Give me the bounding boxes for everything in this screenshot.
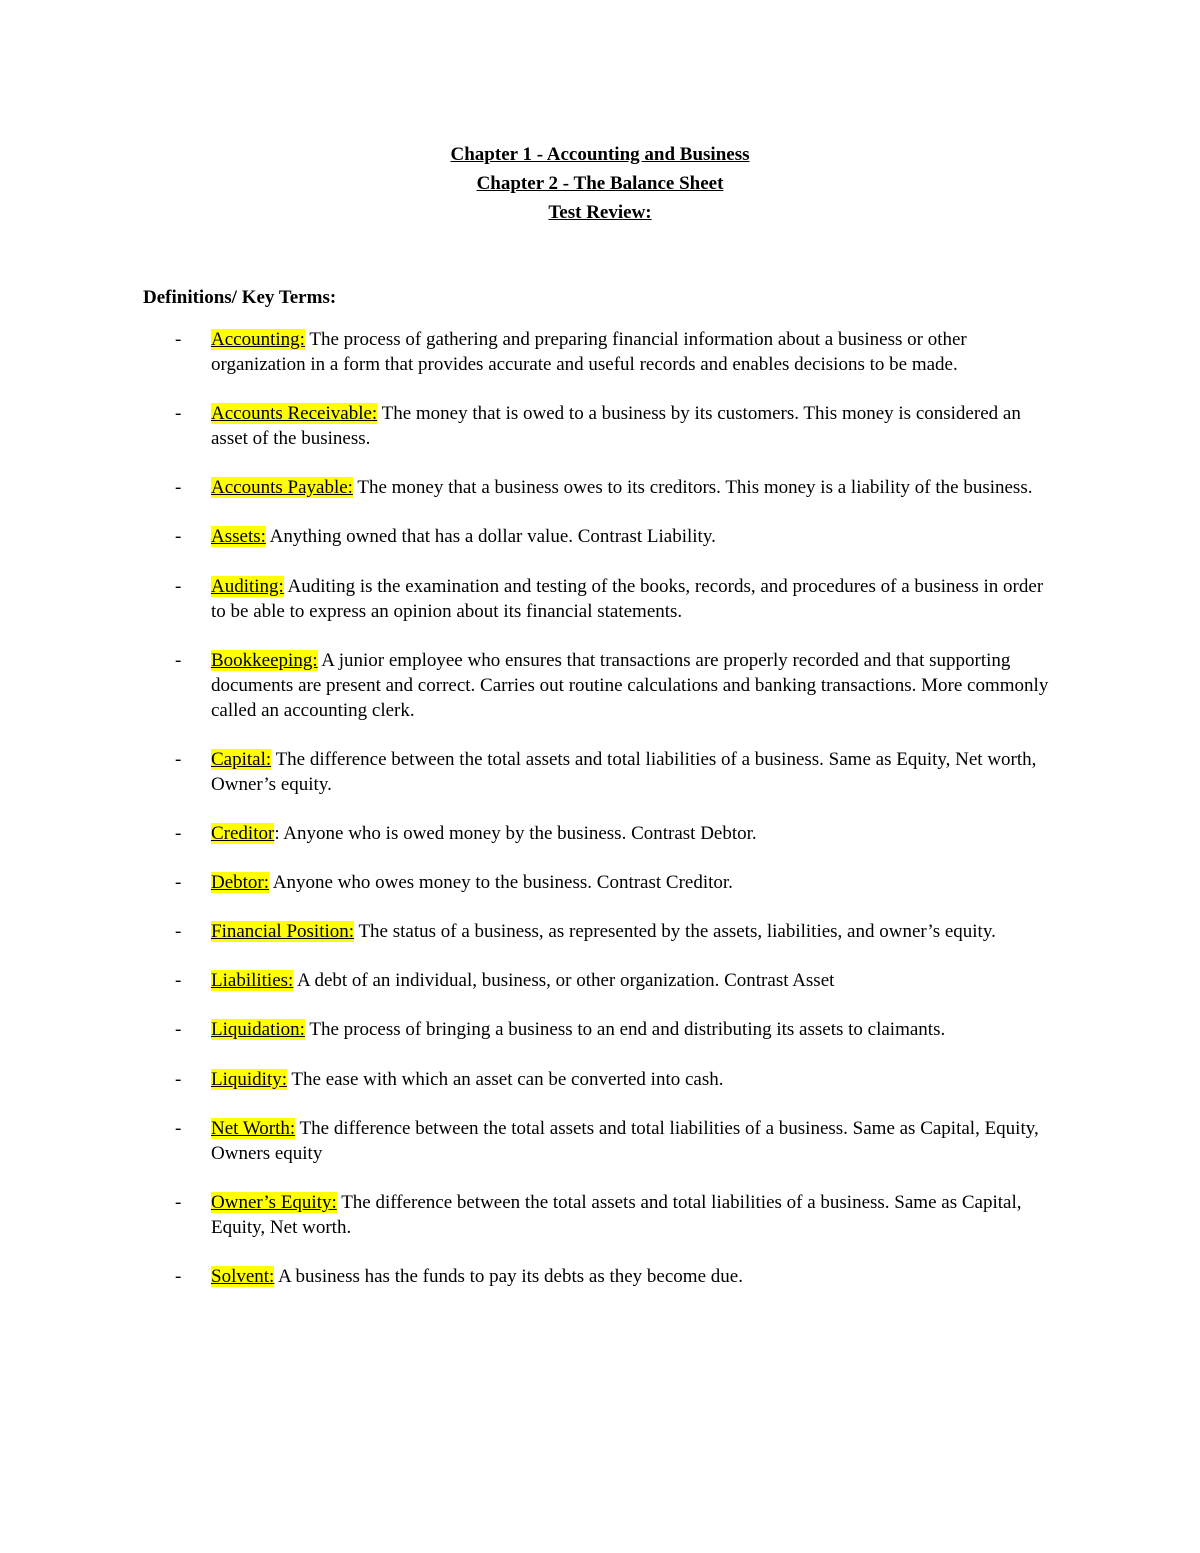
chapter-1-title: Chapter 1 - Accounting and Business	[450, 144, 750, 165]
term-definition: The money that is owed to a business by its customers. This money is considered an asset of the business.	[211, 403, 1021, 449]
term-definition: A business has the funds to pay its debts as they become due.	[274, 1266, 743, 1287]
bullet-dash: -	[175, 921, 182, 942]
highlighted-term: Capital:	[211, 749, 272, 770]
term-definition: The difference between the total assets and total liabilities of a business. Same as Capital, Equity, Owners equity	[211, 1118, 1039, 1164]
definition-item	[0, 648, 1056, 723]
definition-item	[0, 1264, 1056, 1289]
definition-item	[0, 968, 1056, 993]
term-definition: The process of gathering and preparing financial information about a business or other organization in a form that provides accurate and useful records and enables decisions to be made.	[211, 329, 967, 375]
highlighted-term: Bookkeeping:	[211, 650, 318, 671]
highlighted-term: Owner’s Equity:	[211, 1192, 337, 1213]
definition-item	[0, 1116, 1056, 1166]
definition-item	[0, 747, 1056, 797]
bullet-dash: -	[175, 576, 182, 597]
definition-item	[0, 401, 1056, 451]
bullet-dash: -	[175, 650, 182, 671]
term-definition: The status of a business, as represented by the assets, liabilities, and owner’s equity.	[354, 921, 996, 942]
term-definition: Auditing is the examination and testing of the books, records, and procedures of a business in order to be able to express an opinion about its financial statements.	[211, 576, 1044, 622]
definition-item	[0, 1190, 1056, 1240]
bullet-dash: -	[175, 872, 182, 893]
highlighted-term: Liquidity:	[211, 1069, 287, 1090]
highlighted-term: Liabilities:	[211, 970, 294, 991]
term-definition: The ease with which an asset can be converted into cash.	[287, 1069, 724, 1090]
definitions-heading: Definitions/ Key Terms:	[143, 287, 337, 308]
term-definition: Anything owned that has a dollar value. Contrast Liability.	[265, 526, 716, 547]
bullet-dash: -	[175, 1266, 182, 1287]
test-review-title: Test Review:	[548, 202, 652, 223]
definition-item	[0, 327, 1056, 377]
highlighted-term: Net Worth:	[211, 1118, 296, 1139]
definition-item	[0, 475, 1056, 500]
term-definition: A debt of an individual, business, or other organization. Contrast Asset	[293, 970, 835, 991]
highlighted-term: Liquidation:	[211, 1019, 305, 1040]
bullet-dash: -	[175, 970, 182, 991]
bullet-dash: -	[175, 1069, 182, 1090]
bullet-dash: -	[175, 477, 182, 498]
highlighted-term: Accounts Receivable:	[211, 403, 378, 424]
bullet-dash: -	[175, 749, 182, 770]
term-definition: The difference between the total assets and total liabilities of a business. Same as Equity, Net worth, Owner’s equity.	[211, 749, 1037, 795]
term-definition: A junior employee who ensures that transactions are properly recorded and that supporting documents are present and correct. Carries out routine calculations and banking transactions. More commonly called an accounting clerk.	[211, 650, 1049, 721]
bullet-dash: -	[175, 329, 182, 350]
term-definition: Anyone who owes money to the business. Contrast Creditor.	[269, 872, 733, 893]
highlighted-term: Creditor	[211, 823, 275, 844]
term-definition: : Anyone who is owed money by the business. Contrast Debtor.	[274, 823, 757, 844]
bullet-dash: -	[175, 526, 182, 547]
definition-item	[0, 870, 1056, 895]
definition-item	[0, 524, 1056, 549]
title-block	[0, 140, 1200, 227]
definition-item	[0, 1017, 1056, 1042]
term-definition: The process of bringing a business to an end and distributing its assets to claimants.	[304, 1019, 946, 1040]
term-definition: The difference between the total assets and total liabilities of a business. Same as Capital, Equity, Net worth.	[211, 1192, 1022, 1238]
bullet-dash: -	[175, 1192, 182, 1213]
highlighted-term: Accounts Payable:	[211, 477, 353, 498]
term-definition: The money that a business owes to its creditors. This money is a liability of the business.	[352, 477, 1033, 498]
definition-item	[0, 1067, 1056, 1092]
definition-item	[0, 821, 1056, 846]
chapter-2-title: Chapter 2 - The Balance Sheet	[476, 173, 724, 194]
bullet-dash: -	[175, 1118, 182, 1139]
bullet-dash: -	[175, 823, 182, 844]
definition-item	[0, 574, 1056, 624]
definitions-list	[0, 327, 1200, 1313]
bullet-dash: -	[175, 1019, 182, 1040]
highlighted-term: Assets:	[211, 526, 266, 547]
highlighted-term: Accounting:	[211, 329, 305, 350]
highlighted-term: Solvent:	[211, 1266, 275, 1287]
highlighted-term: Debtor:	[211, 872, 270, 893]
highlighted-term: Financial Position:	[211, 921, 355, 942]
definition-item	[0, 919, 1056, 944]
bullet-dash: -	[175, 403, 182, 424]
highlighted-term: Auditing:	[211, 576, 284, 597]
